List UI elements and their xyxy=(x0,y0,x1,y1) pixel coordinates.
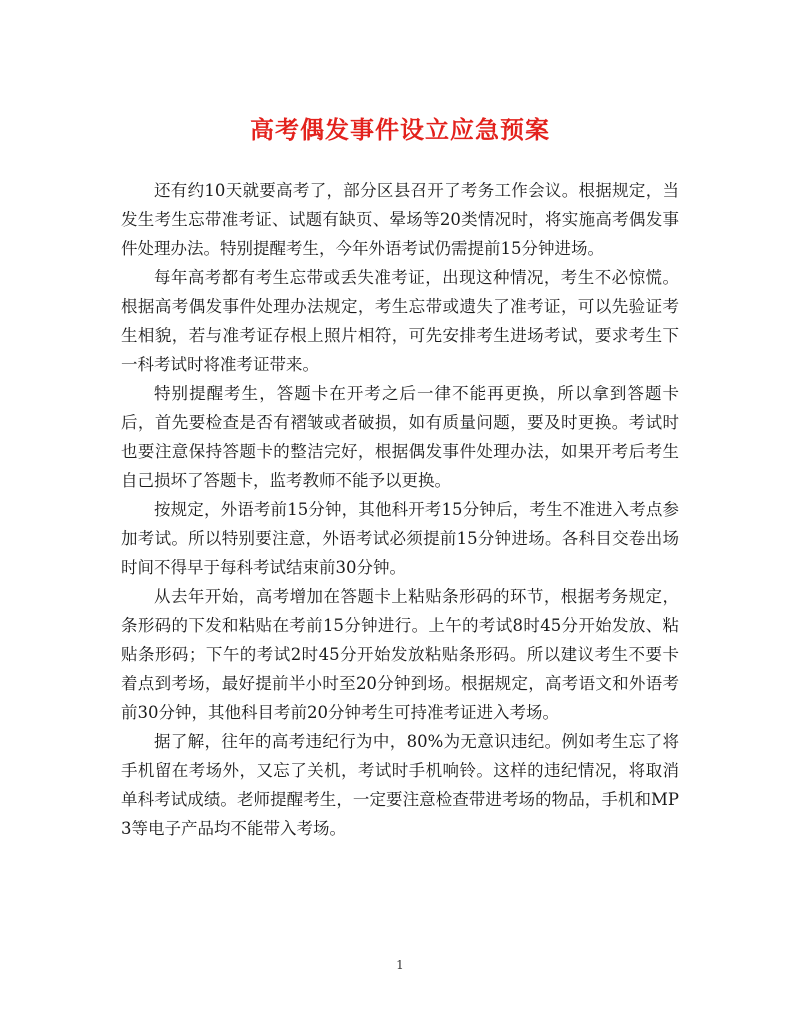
page-number: 1 xyxy=(396,958,404,972)
paragraph-3: 特别提醒考生，答题卡在开考之后一律不能再更换，所以拿到答题卡后，首先要检查是否有褶皱或者破损，如有质量问题，要及时更换。考试时也要注意保持答题卡的整洁完好，根据偶发事件处理办法，如果开考后考生自己损坏了答题卡，监考教师不能予以更换。 xyxy=(121,384,679,490)
document-body xyxy=(121,176,679,843)
document-title: 高考偶发事件设立应急预案 xyxy=(250,115,550,144)
paragraph-6: 据了解，往年的高考违纪行为中，80%为无意识违纪。例如考生忘了将手机留在考场外，又忘了关机，考试时手机响铃。这样的违纪情况，将取消单科考试成绩。老师提醒考生，一定要注意检查带进考场的物品，手机和MP3等电子产品均不能带入考场。 xyxy=(121,732,679,838)
paragraph-4: 按规定，外语考前15分钟，其他科开考15分钟后，考生不准进入考点参加考试。所以特别要注意，外语考试必须提前15分钟进场。各科目交卷出场时间不得早于每科考试结束前30分钟。 xyxy=(121,500,679,577)
paragraph-2: 每年高考都有考生忘带或丢失准考证，出现这种情况，考生不必惊慌。根据高考偶发事件处理办法规定，考生忘带或遗失了准考证，可以先验证考生相貌，若与准考证存根上照片相符，可先安排考生进场考试，要求考生下一科考试时将准考证带来。 xyxy=(121,268,679,374)
paragraph-1: 还有约10天就要高考了，部分区县召开了考务工作会议。根据规定，当发生考生忘带准考证、试题有缺页、晕场等20类情况时，将实施高考偶发事件处理办法。特别提醒考生，今年外语考试仍需提前15分钟进场。 xyxy=(121,181,679,258)
paragraph-5: 从去年开始，高考增加在答题卡上粘贴条形码的环节，根据考务规定，条形码的下发和粘贴在考前15分钟进行。上午的考试8时45分开始发放、粘贴条形码；下午的考试2时45分开始发放粘贴条形码。所以建议考生不要卡着点到考场，最好提前半小时至20分钟到场。根据规定，高考语文和外语考前30分钟，其他科目考前20分钟考生可持准考证进入考场。 xyxy=(121,587,679,722)
